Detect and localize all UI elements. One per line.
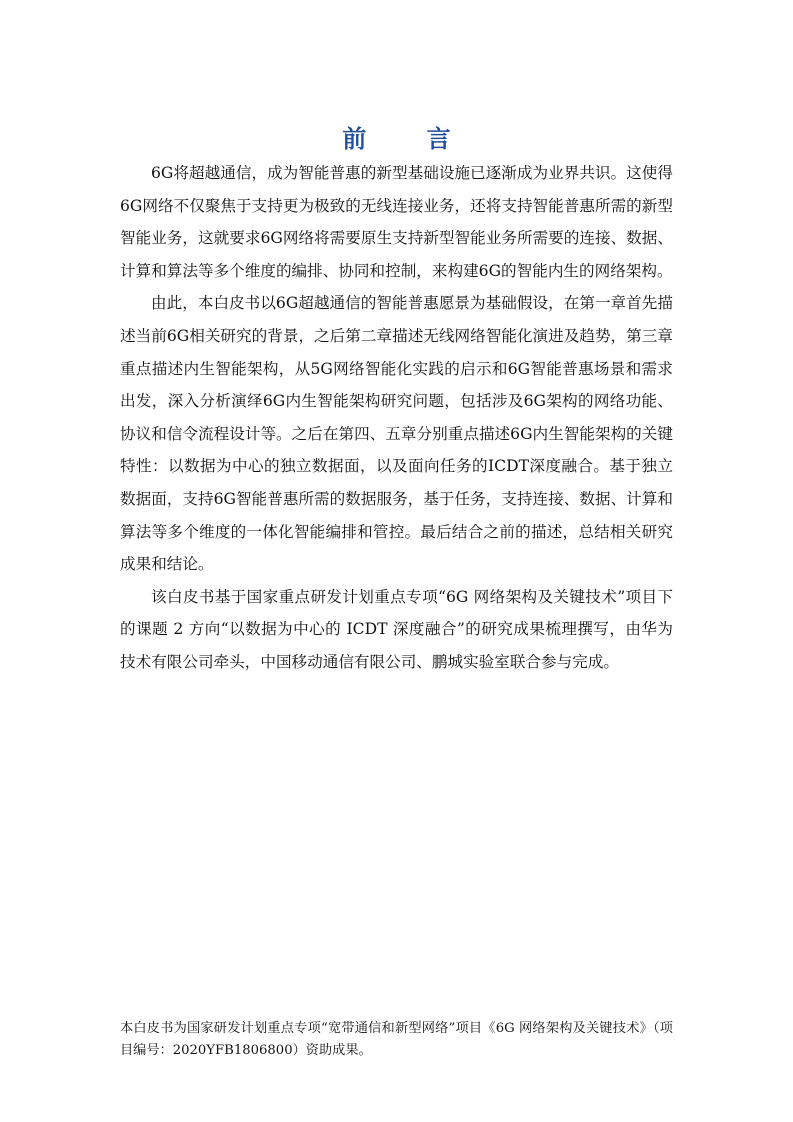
paragraph-3: 该白皮书基于国家重点研发计划重点专项“6G 网络架构及关键技术”项目下的课题 2 方向“以数据为中心的 ICDT 深度融合”的研究成果梳理撰写，由华为技术有限公司牵头，中国移动通信有限公司、鹏城实验室联合参与完成。 xyxy=(120,587,673,671)
paragraph-2: 由此，本白皮书以6G超越通信的智能普惠愿景为基础假设，在第一章首先描述当前6G相关研究的背景，之后第二章描述无线网络智能化演进及趋势，第三章重点描述内生智能架构，从5G网络智能化实践的启示和6G智能普惠场景和需求出发，深入分析演绎6G内生智能架构研究问题，包括涉及6G架构的网络功能、协议和信令流程设计等。之后在第四、五章分别重点描述6G内生智能架构的关键特性：以数据为中心的独立数据面，以及面向任务的ICDT深度融合。基于独立数据面，支持6G智能普惠所需的数据服务，基于任务，支持连接、数据、计算和算法等多个维度的一体化智能编排和管控。最后结合之前的描述，总结相关研究成果和结论。 xyxy=(120,294,673,574)
funding-footnote: 本白皮书为国家研发计划重点专项“宽带通信和新型网络”项目《6G 网络架构及关键技术》（项目编号：2020YFB1806800）资助成果。 xyxy=(120,1021,673,1058)
page-title: 前 言 xyxy=(342,124,477,153)
paragraph-1: 6G将超越通信，成为智能普惠的新型基础设施已逐渐成为业界共识。这使得6G网络不仅聚焦于支持更为极致的无线连接业务，还将支持智能普惠所需的新型智能业务，这就要求6G网络将需要原生支持新型智能业务所需要的连接、数据、计算和算法等多个维度的编排、协同和控制，来构建6G的智能内生的网络架构。 xyxy=(120,164,673,280)
preface-body xyxy=(120,157,673,679)
